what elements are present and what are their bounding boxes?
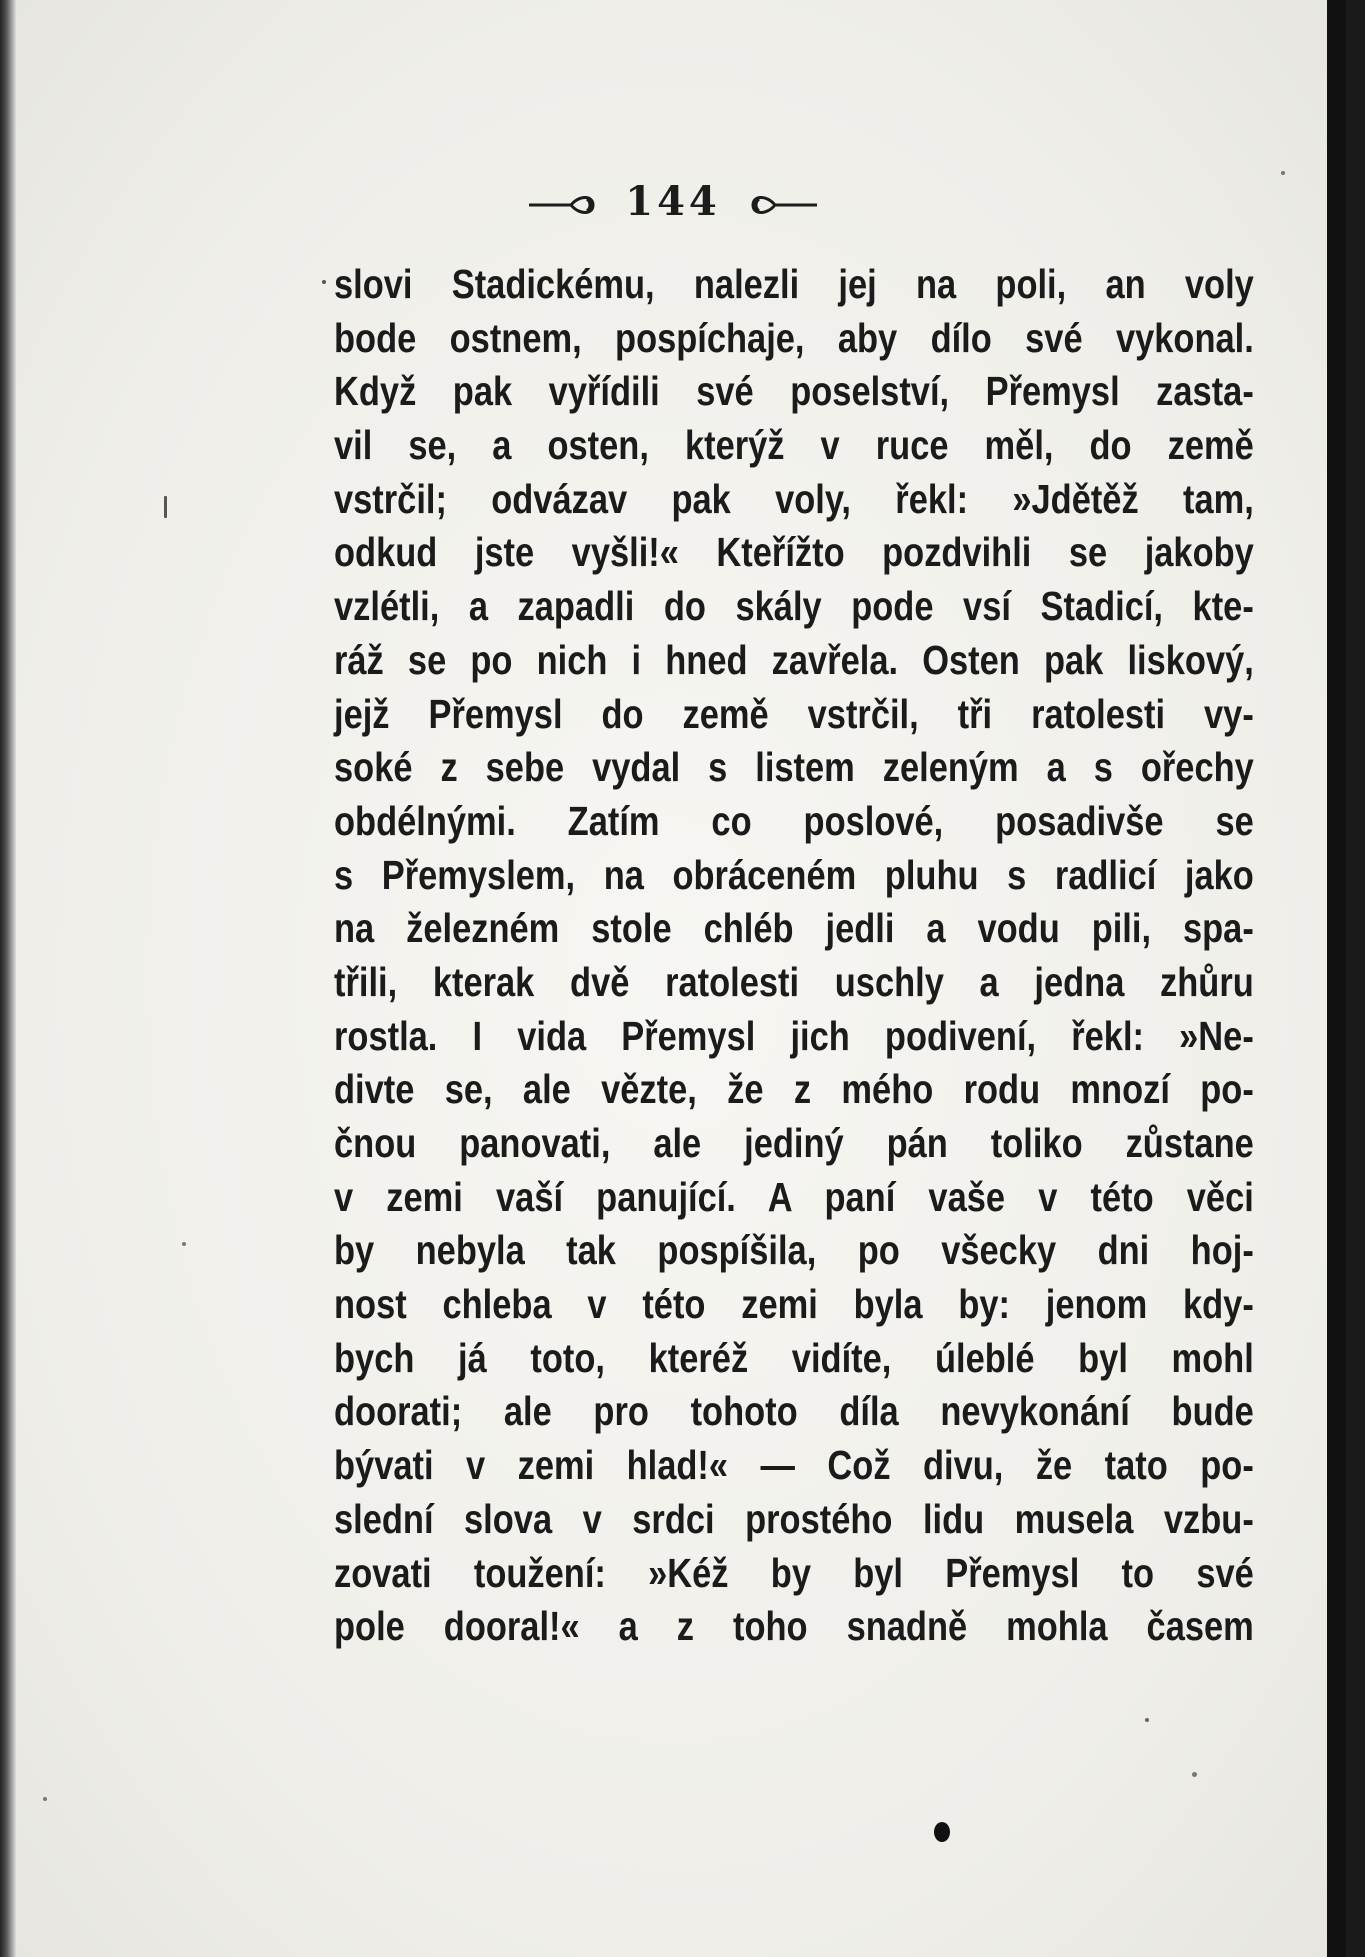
text-line: ráž se po nich i hned zavřela. Osten pak liskový, xyxy=(334,636,1254,683)
ink-speck xyxy=(43,1797,47,1801)
text-line: slovi Stadickému, nalezli jej na poli, an voly xyxy=(334,261,1254,307)
ink-speck xyxy=(934,1822,950,1842)
ink-speck xyxy=(164,496,167,518)
text-line: jejž Přemysl do země vstrčil, tři ratolesti vy- xyxy=(334,690,1254,737)
text-line: nost chleba v této zemi byla by: jenom kdy- xyxy=(334,1281,1254,1328)
text-line: na železném stole chléb jedli a vodu pili, spa- xyxy=(334,905,1254,952)
text-line: čnou panovati, ale jediný pán toliko zůstane xyxy=(334,1120,1254,1166)
text-line: doorati; ale pro tohoto díla nevykonání bude xyxy=(334,1388,1254,1435)
text-line: vil se, a osten, kterýž v ruce měl, do země xyxy=(334,422,1254,469)
text-line: obdélnými. Zatím co poslové, posadivše se xyxy=(334,797,1254,844)
text-line: pole dooral!« a z toho snadně mohla časem xyxy=(334,1603,1254,1650)
ink-speck xyxy=(182,1242,186,1246)
text-line: bývati v zemi hlad!« — Což divu, že tato po- xyxy=(334,1442,1254,1489)
text-line: divte se, ale vězte, že z mého rodu mnozí po- xyxy=(334,1066,1254,1113)
ink-speck xyxy=(1145,1718,1149,1722)
page-number: 144 xyxy=(625,178,721,225)
text-line: rostla. I vida Přemysl jich podivení, řekl: »Ne- xyxy=(334,1012,1254,1059)
text-line: bych já toto, kteréž vidíte, úleblé byl mohl xyxy=(334,1334,1254,1381)
text-line: Když pak vyřídili své poselství, Přemysl zasta- xyxy=(334,368,1254,415)
text-line: vzlétli, a zapadli do skály pode vsí Stadicí, kte- xyxy=(334,583,1254,630)
page-header xyxy=(0,178,1346,225)
text-line: v zemi vaší panující. A paní vaše v této věci xyxy=(334,1173,1254,1220)
text-line: by nebyla tak pospíšila, po všecky dni hoj- xyxy=(334,1227,1254,1274)
ornament-right-icon xyxy=(739,193,819,217)
ornament-left-icon xyxy=(527,193,607,217)
text-line: s Přemyslem, na obráceném pluhu s radlicí jako xyxy=(334,851,1254,898)
ink-speck xyxy=(1192,1772,1197,1777)
text-line: slední slova v srdci prostého lidu musela vzbu- xyxy=(334,1495,1254,1542)
text-line: vstrčil; odvázav pak voly, řekl: »Jdětěž tam, xyxy=(334,475,1254,522)
text-line: bode ostnem, pospíchaje, aby dílo své vykonal. xyxy=(334,314,1254,361)
page-edge-right xyxy=(1327,0,1346,1957)
page-edge-left xyxy=(0,0,16,1957)
body-text xyxy=(334,258,1254,1654)
text-line: soké z sebe vydal s listem zeleným a s ořechy xyxy=(334,744,1254,791)
ink-speck xyxy=(322,280,326,284)
text-line: odkud jste vyšli!« Kteřížto pozdvihli se jakoby xyxy=(334,529,1254,576)
ink-speck xyxy=(1281,171,1285,175)
text-line: třili, kterak dvě ratolesti uschly a jedna zhůru xyxy=(334,958,1254,1005)
text-line: zovati toužení: »Kéž by byl Přemysl to své xyxy=(334,1549,1254,1596)
